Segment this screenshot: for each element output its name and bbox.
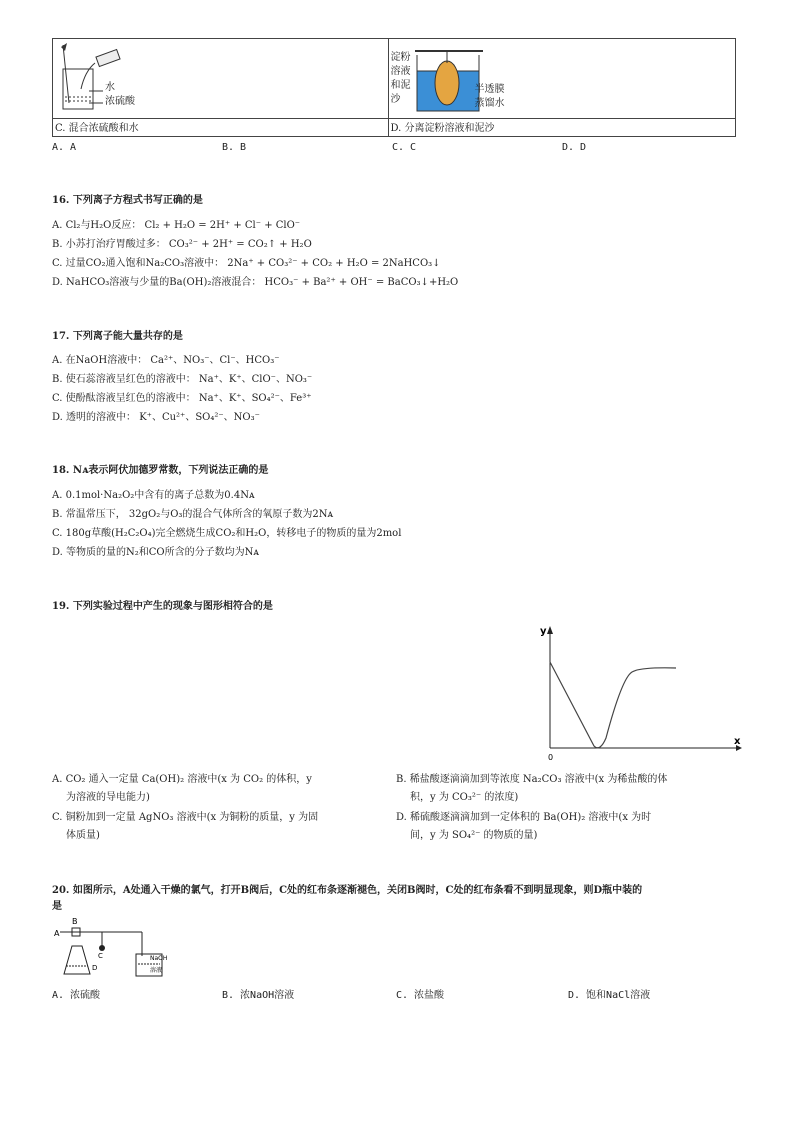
q20-answer-a[interactable]: A. 浓硫酸 (52, 990, 101, 1001)
q18-option-a[interactable]: A. 0.1mol·Na₂O₂中含有的离子总数为0.4Nᴀ (52, 490, 255, 501)
q16-option-a[interactable]: A. Cl₂与H₂O反应： Cl₂ + H₂O = 2H⁺ + Cl⁻ + ClO⁻ (52, 220, 301, 231)
q16-option-c[interactable]: C. 过量CO₂通入饱和Na₂CO₃溶液中： 2Na⁺ + CO₃²⁻ + CO₂ + H₂O = 2NaHCO₃↓ (52, 258, 441, 269)
q18-option-c[interactable]: C. 180g草酸(H₂C₂O₄)完全燃烧生成CO₂和H₂O，转移电子的物质的量为2mol (52, 528, 402, 539)
label-starch-2: 溶液 (390, 66, 411, 77)
label-starch-1: 淀粉 (390, 52, 411, 63)
q17-option-d[interactable]: D. 透明的溶液中： K⁺、Cu²⁺、SO₄²⁻、NO₃⁻ (52, 412, 260, 423)
q20-title-line2: 是 (52, 901, 62, 912)
cell-d-figure (388, 39, 735, 119)
diagram-label-d: D (92, 964, 98, 972)
q15-figure-table (52, 38, 736, 137)
q18-title: 18. Nᴀ表示阿伏加德罗常数，下列说法正确的是 (52, 465, 269, 476)
graph-y-label: y (540, 626, 547, 637)
q17-option-b[interactable]: B. 使石蕊溶液呈红色的溶液中： Na⁺、K⁺、ClO⁻、NO₃⁻ (52, 374, 313, 385)
q15-answer-b[interactable]: B. B (222, 142, 247, 153)
q15-answer-d[interactable]: D. D (562, 142, 587, 153)
diagram-label-b: B (72, 917, 78, 926)
q20-answer-d[interactable]: D. 饱和NaCl溶液 (568, 990, 651, 1001)
q19-option-d-line2: 间，y 为 SO₄²⁻ 的物质的量) (410, 830, 538, 841)
graph-x-label: x (734, 736, 741, 747)
q16-option-b[interactable]: B. 小苏打治疗胃酸过多： CO₃²⁻ + 2H⁺ = CO₂↑ + H₂O (52, 239, 312, 250)
label-distilled-water: 蒸馏水 (474, 98, 505, 109)
diagram-label-c: C (98, 952, 103, 960)
q19-option-a-line2: 为溶液的导电能力) (66, 792, 150, 803)
q16-title: 16. 下列离子方程式书写正确的是 (52, 195, 203, 206)
q19-option-c-line2: 体质量) (66, 830, 100, 841)
q17-option-c[interactable]: C. 使酚酞溶液呈红色的溶液中： Na⁺、K⁺、SO₄²⁻、Fe³⁺ (52, 393, 312, 404)
q19-graph (536, 620, 746, 762)
q20-answer-b[interactable]: B. 浓NaOH溶液 (222, 990, 295, 1001)
q19-option-a-line1[interactable]: A. CO₂ 通入一定量 Ca(OH)₂ 溶液中(x 为 CO₂ 的体积，y (52, 774, 312, 785)
q19-title: 19. 下列实验过程中产生的现象与图形相符合的是 (52, 601, 273, 612)
q18-option-d[interactable]: D. 等物质的量的N₂和CO所含的分子数均为Nᴀ (52, 547, 260, 558)
label-water: 水 (105, 82, 115, 93)
label-starch-4: 沙 (390, 94, 401, 105)
label-membrane: 半透膜 (474, 84, 505, 95)
graph-origin-label: 0 (548, 753, 554, 762)
q17-title: 17. 下列离子能大量共存的是 (52, 331, 183, 342)
q17-option-a[interactable]: A. 在NaOH溶液中： Ca²⁺、NO₃⁻、Cl⁻、HCO₃⁻ (52, 355, 280, 366)
q18-option-b[interactable]: B. 常温常压下， 32gO₂与O₃的混合气体所含的氧原子数为2Nᴀ (52, 509, 334, 520)
q19-option-d-line1[interactable]: D. 稀硫酸逐滴滴加到一定体积的 Ba(OH)₂ 溶液中(x 为时 (396, 812, 652, 823)
q15-answer-c[interactable]: C. C (392, 142, 417, 153)
label-starch-3: 和泥 (390, 80, 411, 91)
diagram-label-a: A (54, 929, 60, 938)
cell-d-caption: D. 分离淀粉溶液和泥沙 (388, 119, 735, 137)
q15-answer-a[interactable]: A. A (52, 142, 77, 153)
q20-title-line1: 20. 如图所示，A处通入干燥的氯气，打开B阀后，C处的红布条逐渐褪色，关闭B阀时，C处的红布条看不到明显现象，则D瓶中装的 (52, 885, 643, 896)
q19-option-c-line1[interactable]: C. 铜粉加到一定量 AgNO₃ 溶液中(x 为铜粉的质量，y 为固 (52, 812, 319, 823)
label-conc-sulfuric: 浓硫酸 (105, 96, 135, 107)
q20-answer-c[interactable]: C. 浓盐酸 (396, 990, 445, 1001)
diagram-label-naoh: NaOH (150, 955, 168, 962)
q19-option-b-line1[interactable]: B. 稀盐酸逐滴滴加到等浓度 Na₂CO₃ 溶液中(x 为稀盐酸的体 (396, 774, 668, 785)
diagram-label-solution: 溶液 (150, 967, 163, 974)
cell-c-figure (53, 39, 389, 119)
q16-option-d[interactable]: D. NaHCO₃溶液与少量的Ba(OH)₂溶液混合： HCO₃⁻ + Ba²⁺ + OH⁻ = BaCO₃↓+H₂O (52, 277, 459, 288)
q20-apparatus-diagram (52, 916, 182, 980)
cell-c-caption: C. 混合浓硫酸和水 (53, 119, 389, 137)
q19-option-b-line2: 积，y 为 CO₃²⁻ 的浓度) (410, 792, 519, 803)
